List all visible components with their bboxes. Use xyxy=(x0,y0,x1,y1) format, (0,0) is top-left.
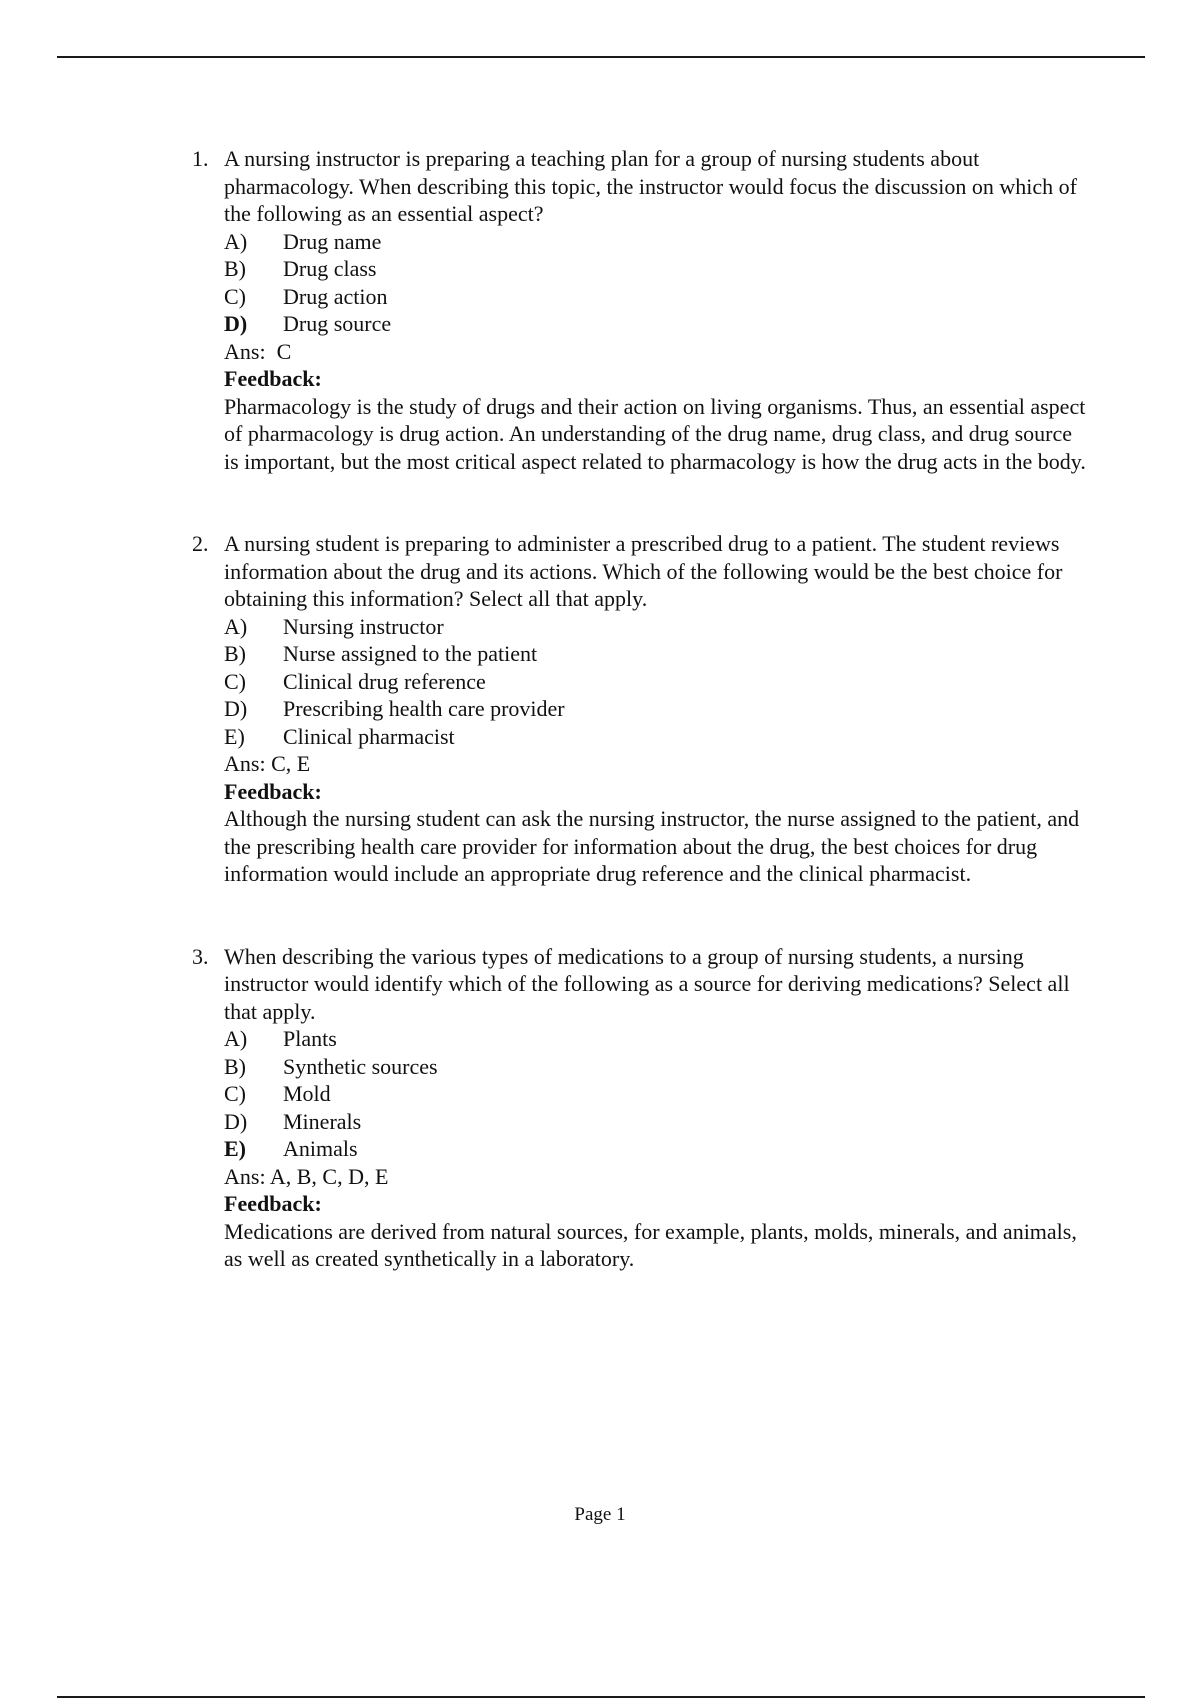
question-1 xyxy=(192,145,1092,475)
question-stem: A nursing student is preparing to administer a prescribed drug to a patient. The student reviews information about the drug and its actions. Which of the following would be the best choice for obtaining this information? Select all that apply. xyxy=(224,531,1063,611)
answer-line xyxy=(224,1163,1092,1191)
question-stem: When describing the various types of medications to a group of nursing students, a nursing instructor would identify which of the following as a source for deriving medications? Select all that apply. xyxy=(224,943,1070,1024)
option-letter: A) xyxy=(224,228,248,254)
option-text: Animals xyxy=(283,1136,358,1161)
answer-value: A, B, C, D, E xyxy=(269,1163,389,1189)
option-text: Drug name xyxy=(283,228,382,254)
option-text: Nursing instructor xyxy=(283,613,444,639)
question-body xyxy=(224,943,1092,1273)
answer-value: C, E xyxy=(271,751,311,776)
option-a xyxy=(224,228,1092,256)
question-body xyxy=(224,530,1092,888)
option-a xyxy=(224,613,1092,641)
option-text: Minerals xyxy=(283,1108,362,1134)
question-3 xyxy=(192,943,1092,1273)
option-c xyxy=(224,283,1092,311)
option-letter: C) xyxy=(224,1081,246,1106)
option-e xyxy=(224,723,1092,751)
option-c xyxy=(224,668,1092,696)
option-letter: D) xyxy=(224,696,248,721)
question-2 xyxy=(192,530,1092,888)
option-letter: C) xyxy=(224,283,246,309)
option-d xyxy=(224,1108,1092,1136)
option-text: Drug class xyxy=(283,256,377,281)
option-letter: A) xyxy=(224,1026,248,1051)
feedback-text: Medications are derived from natural sources, for example, plants, molds, minerals, and animals, as well as created synthetically in a laboratory. xyxy=(224,1218,1077,1271)
answer-line xyxy=(224,338,1092,366)
answer-value: C xyxy=(276,338,292,364)
option-a xyxy=(224,1025,1092,1053)
feedback-label: Feedback: xyxy=(224,1191,322,1216)
option-text: Synthetic sources xyxy=(283,1053,438,1079)
option-e xyxy=(224,1135,1092,1163)
answer-label: Ans: xyxy=(224,338,266,364)
option-d xyxy=(224,695,1092,723)
option-text: Drug action xyxy=(283,283,388,309)
question-number: 1. xyxy=(192,146,209,171)
feedback-text: Although the nursing student can ask the nursing instructor, the nurse assigned to the patient, and the prescribing health care provider for information about the drug, the best choices for drug information would include an appropriate drug reference and the clinical pharmacist. xyxy=(224,806,1080,886)
answer-label: Ans: xyxy=(224,1163,266,1189)
option-b xyxy=(224,255,1092,283)
option-letter: B) xyxy=(224,256,246,281)
answer-label: Ans: xyxy=(224,751,266,776)
feedback-label: Feedback: xyxy=(224,778,322,804)
question-number: 3. xyxy=(192,943,209,969)
question-list xyxy=(192,145,1092,1273)
feedback-label: Feedback: xyxy=(224,366,322,391)
answer-line xyxy=(224,750,1092,778)
option-text: Drug source xyxy=(283,311,392,336)
option-text: Prescribing health care provider xyxy=(283,696,565,721)
option-text: Clinical drug reference xyxy=(283,668,486,694)
option-list xyxy=(224,1025,1092,1163)
question-number: 2. xyxy=(192,531,209,556)
question-body xyxy=(224,145,1092,475)
page-number: Page 1 xyxy=(574,1504,626,1525)
option-list xyxy=(224,228,1092,338)
option-text: Clinical pharmacist xyxy=(283,723,455,749)
option-letter: E) xyxy=(224,1136,246,1161)
option-letter: D) xyxy=(224,311,248,336)
top-rule xyxy=(57,56,1145,58)
option-b xyxy=(224,640,1092,668)
option-list xyxy=(224,613,1092,751)
option-text: Nurse assigned to the patient xyxy=(283,641,538,666)
option-d xyxy=(224,310,1092,338)
option-letter: C) xyxy=(224,668,246,694)
option-text: Mold xyxy=(283,1081,331,1106)
option-c xyxy=(224,1080,1092,1108)
bottom-rule xyxy=(57,1696,1145,1698)
option-letter: D) xyxy=(224,1108,248,1134)
option-b xyxy=(224,1053,1092,1081)
option-letter: A) xyxy=(224,613,248,639)
option-letter: B) xyxy=(224,1053,246,1079)
option-letter: B) xyxy=(224,641,246,666)
feedback-text: Pharmacology is the study of drugs and their action on living organisms. Thus, an essential aspect of pharmacology is drug action. An understanding of the drug name, drug class, and drug source is important, but the most critical aspect related to pharmacology is how the drug acts in the body. xyxy=(224,393,1086,474)
option-text: Plants xyxy=(283,1026,337,1051)
question-stem: A nursing instructor is preparing a teaching plan for a group of nursing students about pharmacology. When describing this topic, the instructor would focus the discussion on which of the following as an essential aspect? xyxy=(224,146,1077,226)
option-letter: E) xyxy=(224,723,245,749)
